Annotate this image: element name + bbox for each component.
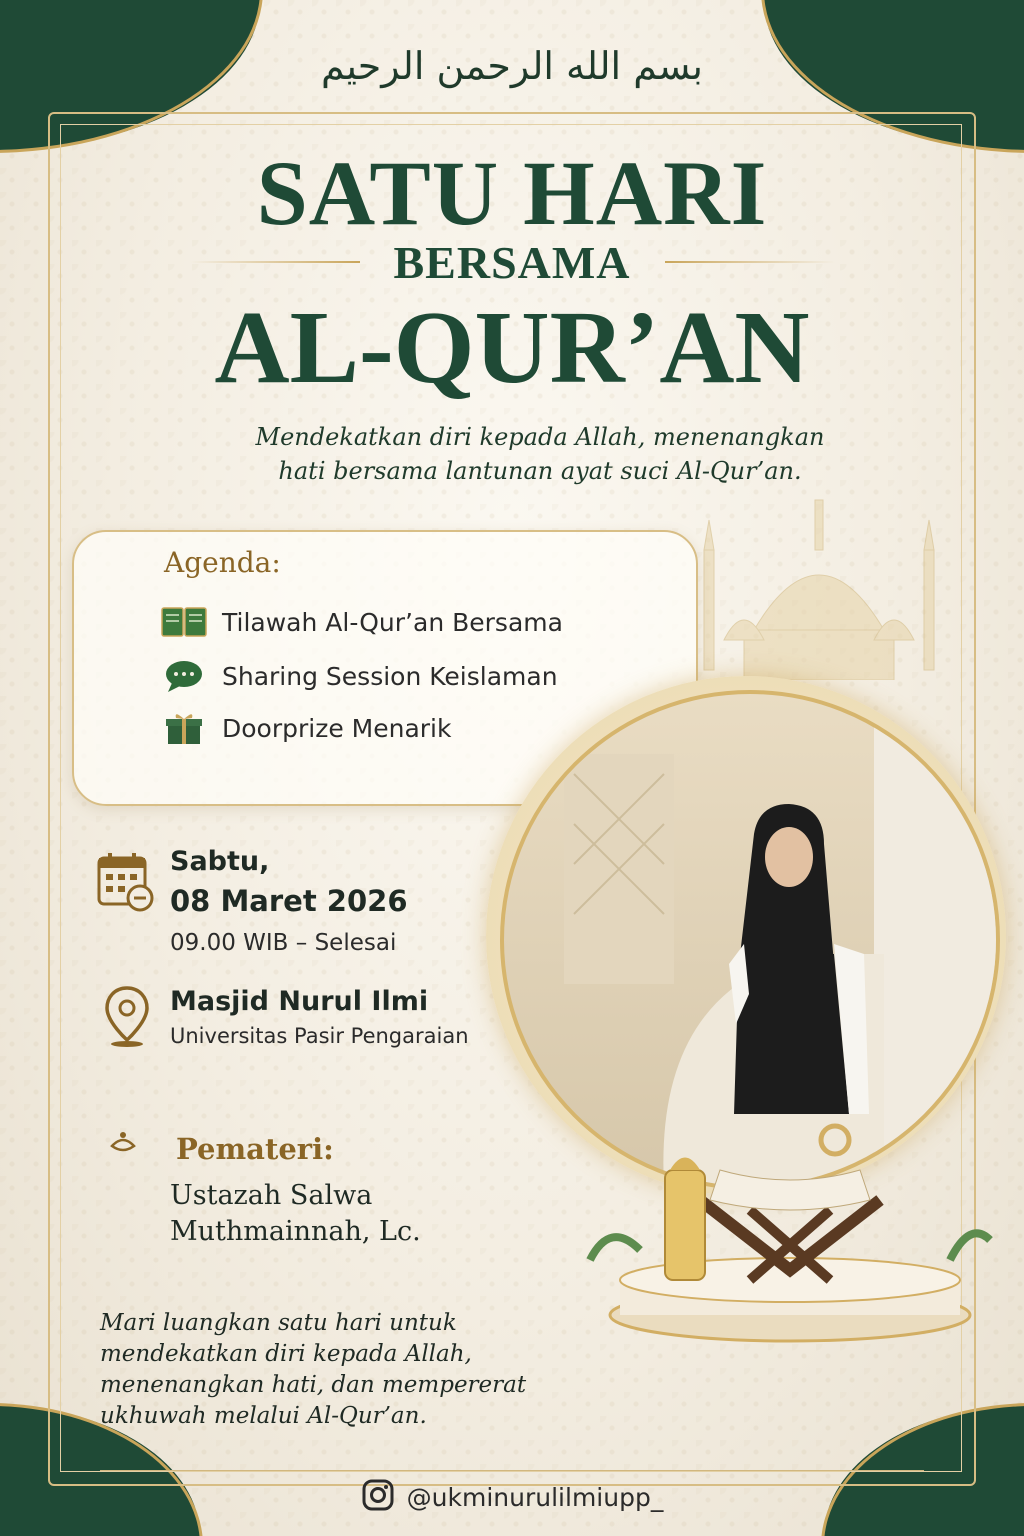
agenda-item-label: Doorprize Menarik (222, 713, 452, 743)
closing-message (100, 1308, 570, 1432)
event-venue: Masjid Nurul Ilmi (170, 986, 429, 1017)
tagline (200, 420, 880, 488)
calendar-icon (96, 850, 156, 916)
speaker-label: Pemateri: (176, 1132, 334, 1166)
tagline-line-1: Mendekatkan diri kepada Allah, menenangkan (255, 423, 825, 451)
chat-bubble-icon (160, 658, 208, 694)
instagram-icon (361, 1478, 395, 1516)
event-time: 09.00 WIB – Selesai (170, 930, 397, 956)
bismillah-calligraphy: بسم الله الرحمن الرحيم (321, 44, 703, 88)
closing-line-4: ukhuwah melalui Al-Qur’an. (100, 1403, 427, 1429)
speaker-name-line-1: Ustazah Salwa (170, 1180, 373, 1211)
event-date: 08 Maret 2026 (170, 884, 408, 918)
closing-line-2: mendekatkan diri kepada Allah, (100, 1341, 472, 1367)
event-day: Sabtu, (170, 846, 270, 877)
agenda-item (160, 602, 563, 642)
speaker-name-line-2: Muthmainnah, Lc. (170, 1216, 421, 1247)
speaker-ornament-icon (108, 1130, 138, 1160)
tagline-line-2: hati bersama lantunan ayat suci Al-Qur’an. (278, 457, 802, 485)
footer (0, 1478, 1024, 1516)
event-venue-sub: Universitas Pasir Pengaraian (170, 1024, 469, 1048)
mosque-illustration (684, 480, 954, 680)
agenda-item (160, 708, 451, 748)
location-pin-icon (102, 984, 152, 1052)
quran-stand-illustration (570, 1110, 1010, 1350)
closing-line-3: menenangkan hati, dan mempererat (100, 1372, 527, 1398)
speaker-name (170, 1178, 421, 1250)
agenda-title: Agenda: (164, 546, 281, 579)
agenda-item-label: Tilawah Al-Qur’an Bersama (222, 607, 563, 637)
agenda-item-label: Sharing Session Keislaman (222, 661, 558, 691)
quran-book-icon (160, 604, 208, 640)
gift-box-icon (160, 710, 208, 746)
title-divider-right (665, 261, 835, 263)
agenda-item (160, 656, 558, 696)
footer-divider (100, 1470, 924, 1471)
title-line-1: SATU HARI (256, 142, 768, 244)
title-line-2: BERSAMA (393, 237, 631, 288)
closing-line-1: Mari luangkan satu hari untuk (100, 1310, 457, 1336)
title-line-3: AL-QUR’AN (214, 290, 810, 405)
instagram-handle[interactable]: @ukminurulilmiupp_ (406, 1482, 664, 1512)
